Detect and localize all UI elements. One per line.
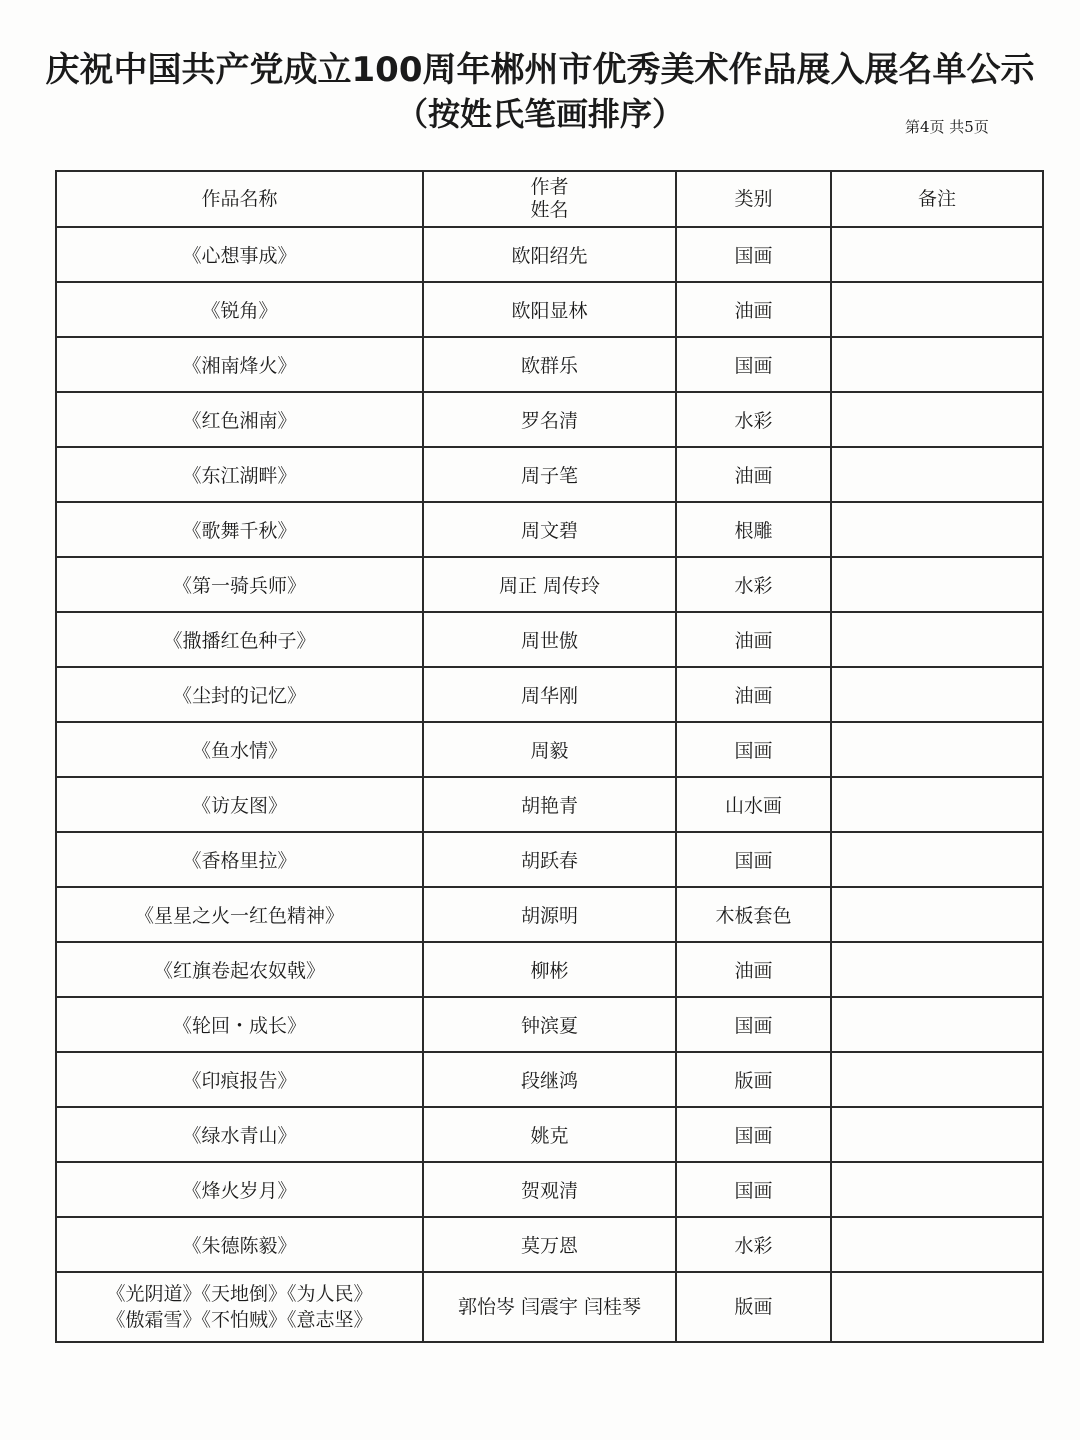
cell-category: 国画	[676, 227, 831, 282]
cell-title: 《锐角》	[56, 282, 423, 337]
table-row	[56, 997, 1043, 1052]
cell-category: 国画	[676, 1162, 831, 1217]
cell-title: 《朱德陈毅》	[56, 1217, 423, 1272]
document-title: 庆祝中国共产党成立100周年郴州市优秀美术作品展入展名单公示	[45, 50, 1035, 90]
cell-title: 《香格里拉》	[56, 832, 423, 887]
cell-title-line1: 《光阴道》《天地倒》《为人民》	[106, 1283, 373, 1305]
cell-title: 《星星之火一红色精神》	[56, 887, 423, 942]
cell-title: 《绿水青山》	[56, 1107, 423, 1162]
table-row	[56, 282, 1043, 337]
cell-note	[831, 282, 1043, 337]
column-header-title: 作品名称	[56, 171, 423, 227]
cell-note	[831, 832, 1043, 887]
table-row	[56, 777, 1043, 832]
cell-author: 郭怡岑 闫震宇 闫桂琴	[423, 1272, 676, 1342]
table-row	[56, 1272, 1043, 1342]
cell-note	[831, 1162, 1043, 1217]
table-row	[56, 337, 1043, 392]
cell-category: 版画	[676, 1272, 831, 1342]
cell-note	[831, 557, 1043, 612]
cell-note	[831, 227, 1043, 282]
cell-category: 国画	[676, 997, 831, 1052]
cell-category: 国画	[676, 1107, 831, 1162]
cell-note	[831, 612, 1043, 667]
table-row	[56, 227, 1043, 282]
cell-title: 《烽火岁月》	[56, 1162, 423, 1217]
cell-author: 周文碧	[423, 502, 676, 557]
table-row	[56, 1107, 1043, 1162]
cell-note	[831, 337, 1043, 392]
cell-note	[831, 887, 1043, 942]
cell-category: 水彩	[676, 557, 831, 612]
cell-category: 国画	[676, 722, 831, 777]
cell-title: 《湘南烽火》	[56, 337, 423, 392]
cell-category: 油画	[676, 942, 831, 997]
table-row	[56, 1052, 1043, 1107]
cell-category: 木板套色	[676, 887, 831, 942]
cell-category: 国画	[676, 337, 831, 392]
cell-note	[831, 447, 1043, 502]
table-row	[56, 887, 1043, 942]
cell-category: 根雕	[676, 502, 831, 557]
cell-author: 欧阳显林	[423, 282, 676, 337]
table-row	[56, 832, 1043, 887]
column-header-category: 类别	[676, 171, 831, 227]
cell-title: 《第一骑兵师》	[56, 557, 423, 612]
table-row	[56, 722, 1043, 777]
column-header-note: 备注	[831, 171, 1043, 227]
cell-category: 水彩	[676, 1217, 831, 1272]
cell-author: 胡艳青	[423, 777, 676, 832]
cell-title: 《尘封的记忆》	[56, 667, 423, 722]
cell-author: 段继鸿	[423, 1052, 676, 1107]
exhibition-list-table	[55, 170, 1044, 1343]
cell-author: 贺观清	[423, 1162, 676, 1217]
cell-category: 版画	[676, 1052, 831, 1107]
cell-title: 《歌舞千秋》	[56, 502, 423, 557]
cell-author: 胡源明	[423, 887, 676, 942]
table-row	[56, 942, 1043, 997]
column-header-author-line1: 作者	[530, 176, 569, 198]
table-header-row	[56, 171, 1043, 227]
cell-author: 欧群乐	[423, 337, 676, 392]
cell-author: 周毅	[423, 722, 676, 777]
cell-author: 周子笔	[423, 447, 676, 502]
cell-category: 油画	[676, 282, 831, 337]
cell-note	[831, 1107, 1043, 1162]
cell-note	[831, 392, 1043, 447]
cell-note	[831, 1052, 1043, 1107]
cell-title: 《东江湖畔》	[56, 447, 423, 502]
cell-author: 欧阳绍先	[423, 227, 676, 282]
cell-author: 周华刚	[423, 667, 676, 722]
cell-author: 柳彬	[423, 942, 676, 997]
cell-author: 周世傲	[423, 612, 676, 667]
cell-title: 《红旗卷起农奴戟》	[56, 942, 423, 997]
table-row	[56, 612, 1043, 667]
cell-category: 油画	[676, 447, 831, 502]
cell-note	[831, 1272, 1043, 1342]
cell-title	[56, 1272, 423, 1342]
cell-title: 《红色湘南》	[56, 392, 423, 447]
cell-title: 《轮回・成长》	[56, 997, 423, 1052]
cell-note	[831, 667, 1043, 722]
cell-note	[831, 997, 1043, 1052]
cell-author: 胡跃春	[423, 832, 676, 887]
cell-category: 油画	[676, 612, 831, 667]
cell-category: 油画	[676, 667, 831, 722]
column-header-author	[423, 171, 676, 227]
cell-title: 《鱼水情》	[56, 722, 423, 777]
cell-title: 《访友图》	[56, 777, 423, 832]
column-header-author-line2: 姓名	[530, 199, 569, 221]
cell-title: 《印痕报告》	[56, 1052, 423, 1107]
page-indicator: 第4页 共5页	[905, 118, 989, 136]
table-row	[56, 1162, 1043, 1217]
cell-category: 山水画	[676, 777, 831, 832]
cell-note	[831, 1217, 1043, 1272]
cell-title: 《撒播红色种子》	[56, 612, 423, 667]
cell-category: 水彩	[676, 392, 831, 447]
table-row	[56, 392, 1043, 447]
table-row	[56, 1217, 1043, 1272]
table-row	[56, 667, 1043, 722]
cell-author: 姚克	[423, 1107, 676, 1162]
cell-note	[831, 777, 1043, 832]
table-row	[56, 502, 1043, 557]
cell-title-line2: 《傲霜雪》《不怕贼》《意志坚》	[106, 1309, 373, 1331]
cell-note	[831, 722, 1043, 777]
cell-note	[831, 502, 1043, 557]
cell-category: 国画	[676, 832, 831, 887]
cell-author: 莫万恩	[423, 1217, 676, 1272]
table-row	[56, 557, 1043, 612]
cell-title: 《心想事成》	[56, 227, 423, 282]
table-row	[56, 447, 1043, 502]
cell-author: 钟滨夏	[423, 997, 676, 1052]
document-subtitle: （按姓氏笔画排序）	[395, 95, 684, 133]
cell-note	[831, 942, 1043, 997]
cell-author: 罗名清	[423, 392, 676, 447]
cell-author: 周正 周传玲	[423, 557, 676, 612]
